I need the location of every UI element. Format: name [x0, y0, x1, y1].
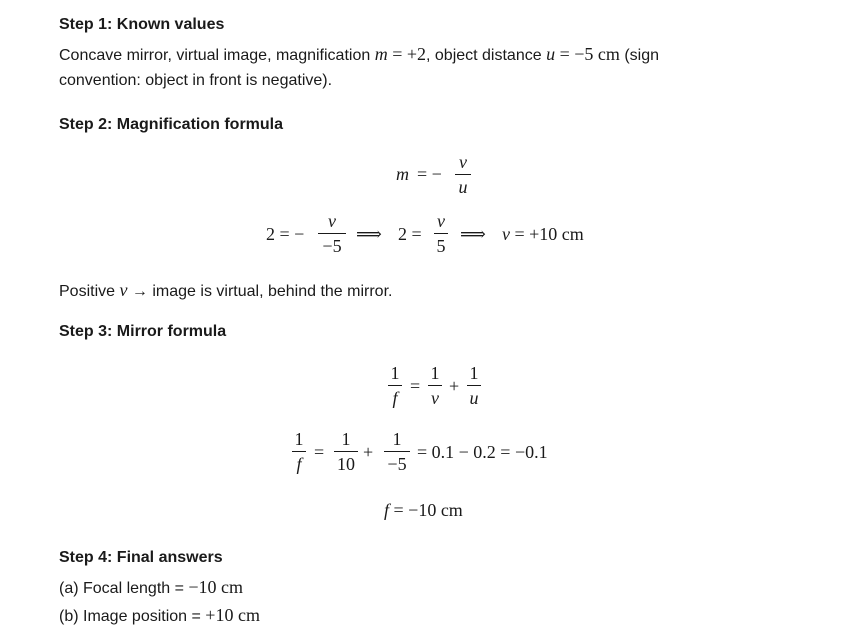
- answer-a: [59, 577, 243, 598]
- denominator: 10: [337, 454, 355, 474]
- denominator: 5: [436, 236, 446, 256]
- fraction-v-over-neg5: [318, 212, 346, 255]
- step2-note: [59, 280, 392, 301]
- answer-b-label: (b) Image position =: [59, 608, 206, 625]
- v-value: = +10 cm: [510, 224, 584, 244]
- fraction-bar: [455, 174, 471, 175]
- numerator: v: [328, 211, 336, 231]
- numerator: 1: [341, 429, 351, 449]
- fraction-1-over-u: [467, 364, 481, 407]
- denominator: u: [469, 388, 479, 408]
- numerator: 1: [390, 363, 400, 383]
- numerator: v: [437, 211, 445, 231]
- var-u: u: [546, 44, 556, 64]
- subst-tail: = 0.1 − 0.2 = −0.1: [417, 442, 548, 462]
- fraction-bar: [388, 385, 402, 386]
- step4-heading: Step 4: Final answers: [59, 549, 223, 566]
- formula-m: m: [396, 164, 409, 184]
- var-v: v: [502, 224, 510, 244]
- numerator: 1: [430, 363, 440, 383]
- fraction-1-over-f: [292, 430, 306, 473]
- f-result: [384, 500, 463, 521]
- f-value: = −10 cm: [389, 500, 463, 520]
- var-f: f: [384, 500, 390, 520]
- denominator: v: [431, 388, 439, 408]
- var-v: v: [119, 280, 128, 300]
- deriv-b-lhs: 2 =: [398, 224, 422, 244]
- m-value: = +2: [387, 44, 426, 64]
- fraction-v-over-u: [455, 153, 471, 196]
- step1-heading: Step 1: Known values: [59, 16, 225, 33]
- numerator: 1: [469, 363, 479, 383]
- step2-heading: Step 2: Magnification formula: [59, 116, 284, 133]
- v-result: [502, 224, 584, 245]
- subst-plus: +: [363, 442, 374, 462]
- subst-eq: =: [314, 442, 325, 462]
- numerator: 1: [392, 429, 402, 449]
- fraction-bar: [434, 233, 448, 234]
- note-b: → image is virtual, behind the mirror.: [127, 283, 393, 300]
- implies-1: ⟹: [356, 224, 382, 244]
- step1-text-b: , object distance: [426, 47, 547, 64]
- fraction-bar: [384, 451, 410, 452]
- answer-b: [59, 605, 260, 626]
- fraction-1-over-10: [334, 430, 358, 473]
- denominator: −5: [322, 236, 342, 256]
- numerator: 1: [294, 429, 304, 449]
- answer-a-label: (a) Focal length =: [59, 580, 189, 597]
- u-value: = −5 cm: [555, 44, 620, 64]
- fraction-bar: [292, 451, 306, 452]
- step1-text-c: (sign: [619, 47, 659, 64]
- step3-heading: Step 3: Mirror formula: [59, 323, 227, 340]
- fraction-v-over-5: [434, 212, 448, 255]
- step1-line1: [59, 44, 659, 65]
- answer-b-value: +10 cm: [205, 605, 260, 625]
- fraction-bar: [467, 385, 481, 386]
- denominator: f: [392, 388, 398, 408]
- var-m: m: [374, 44, 388, 64]
- implies-2: ⟹: [460, 224, 486, 244]
- answer-a-value: −10 cm: [188, 577, 244, 597]
- numerator: v: [459, 152, 467, 172]
- fraction-1-over-v: [428, 364, 442, 407]
- step1-line2: convention: object in front is negative).: [59, 72, 333, 89]
- denominator: f: [296, 454, 302, 474]
- formula-plus: +: [449, 376, 460, 396]
- formula-eq: =: [410, 376, 421, 396]
- fraction-1-over-neg5: [384, 430, 410, 473]
- denominator: u: [458, 177, 468, 197]
- fraction-bar: [334, 451, 358, 452]
- formula-eq-minus: = −: [417, 164, 442, 184]
- deriv-a-lhs: 2 = −: [266, 224, 305, 244]
- fraction-bar: [318, 233, 346, 234]
- note-a: Positive: [59, 283, 120, 300]
- denominator: −5: [387, 454, 407, 474]
- fraction-bar: [428, 385, 442, 386]
- step1-text-a: Concave mirror, virtual image, magnification: [59, 47, 375, 64]
- fraction-1-over-f: [388, 364, 402, 407]
